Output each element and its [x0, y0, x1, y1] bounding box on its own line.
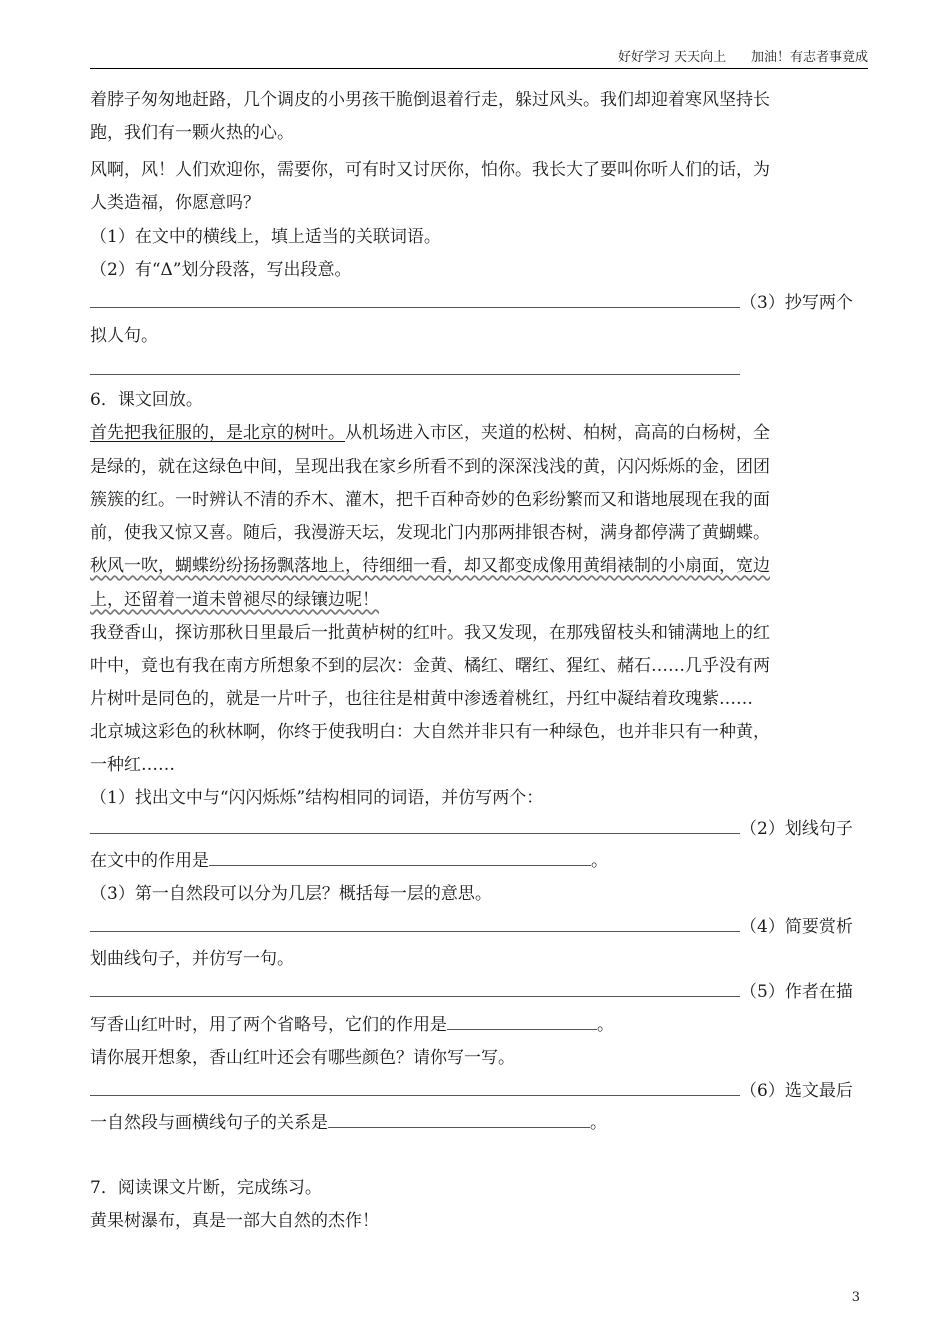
question-item: （5）作者在描 [740, 982, 853, 1002]
text-line: 风啊，风！人们欢迎你，需要你，可有时又讨厌你，怕你。我长大了要叫你听人们的话，为 [90, 160, 770, 180]
text-line: 着脖子匆匆地赶路，几个调皮的小男孩干脆倒退着行走，躲过风头。我们却迎着寒风坚持长 [90, 90, 770, 110]
wavy-underlined-sentence: 上，还留着一道未曾褪尽的绿镶边呢！ [90, 590, 379, 610]
question-item: （1）找出文中与“闪闪烁烁”结构相同的词语，并仿写两个： [90, 788, 544, 808]
text-line: 簇簇的红。一时辨认不清的乔木、灌木，把千百种奇妙的色彩纷繁而又和谐地展现在我的面 [90, 490, 770, 510]
question-item: （6）选文最后 [740, 1081, 853, 1101]
answer-line-row: 写香山红叶时，用了两个省略号，它们的作用是 。 [90, 1011, 614, 1039]
answer-blank[interactable] [90, 374, 740, 375]
text-line: 前，使我又惊又喜。随后，我漫游天坛，发现北门内那两排银杏树，满身都停满了黄蝴蝶。 [90, 523, 770, 543]
page-number: 3 [851, 1290, 860, 1305]
question-item: （2）划线句子 [740, 819, 853, 839]
question-item: （4）简要赏析 [740, 917, 853, 937]
text-line: 叶中，竟也有我在南方所想象不到的层次：金黄、橘红、曙红、猩红、赭石……几乎没有两 [90, 656, 770, 676]
question-item: 请你展开想象，香山红叶还会有哪些颜色？请你写一写。 [90, 1048, 515, 1068]
answer-line-row [90, 913, 870, 941]
text-line: 片树叶是同色的，就是一片叶子，也往往是柑黄中渗透着桃红，丹红中凝结着玫瑰紫…… [90, 689, 753, 709]
answer-line-row: 一自然段与画横线句子的关系是 。 [90, 1109, 607, 1137]
underlined-sentence: 首先把我征服的，是北京的树叶。 [90, 423, 345, 443]
answer-blank[interactable] [90, 1077, 740, 1096]
question-item: 划曲线句子，并仿写一句。 [90, 949, 294, 969]
answer-line-row: 在文中的作用是 。 [90, 847, 608, 875]
answer-blank[interactable] [90, 815, 740, 834]
answer-line-row [90, 978, 870, 1006]
text-line: 首先把我征服的，是北京的树叶。从机场进入市区，夹道的松树、柏树，高高的白杨树，全 [90, 423, 770, 443]
text-line: 拟人句。 [90, 326, 158, 346]
question-item: （3）第一自然段可以分为几层？概括每一层的意思。 [90, 884, 492, 904]
answer-line-row [90, 815, 870, 843]
header-right-motto: 加油！有志者事竟成 [750, 50, 868, 65]
text-line: 跑，我们有一颗火热的心。 [90, 123, 294, 143]
answer-blank[interactable] [328, 1109, 590, 1128]
answer-blank[interactable] [447, 1011, 597, 1030]
text-line: 我登香山，探访那秋日里最后一批黄栌树的红叶。我又发现，在那残留枝头和铺满地上的红 [90, 623, 770, 643]
answer-blank[interactable] [209, 847, 591, 866]
answer-line-row [90, 289, 870, 317]
answer-blank[interactable] [90, 978, 740, 997]
text-line: 一种红…… [90, 755, 175, 775]
answer-blank[interactable] [90, 289, 740, 308]
text-line: 黄果树瀑布，真是一部大自然的杰作！ [90, 1211, 379, 1231]
answer-blank[interactable] [90, 913, 740, 932]
question-item: （3）抄写两个 [740, 293, 853, 313]
question-item: （1）在文中的横线上，填上适当的关联词语。 [90, 227, 441, 247]
wavy-underlined-sentence: 秋风一吹，蝴蝶纷纷扬扬飘落地上，待细细一看，却又都变成像用黄绢裱制的小扇面，宽边 [90, 556, 770, 576]
question-heading: 7．阅读课文片断，完成练习。 [90, 1178, 322, 1198]
text-line: 是绿的，就在这绿色中间，呈现出我在家乡所看不到的深深浅浅的黄，闪闪烁烁的金，团团 [90, 457, 770, 477]
header-left-motto: 好好学习 天天向上 [618, 50, 727, 65]
text-line: 北京城这彩色的秋林啊，你终于使我明白：大自然并非只有一种绿色，也并非只有一种黄， [90, 722, 770, 742]
text-line: 人类造福，你愿意吗？ [90, 193, 260, 213]
page-header [90, 48, 868, 69]
answer-line-row [90, 1077, 870, 1105]
question-item: （2）有“Δ”划分段落，写出段意。 [90, 260, 352, 280]
question-heading: 6．课文回放。 [90, 390, 203, 410]
